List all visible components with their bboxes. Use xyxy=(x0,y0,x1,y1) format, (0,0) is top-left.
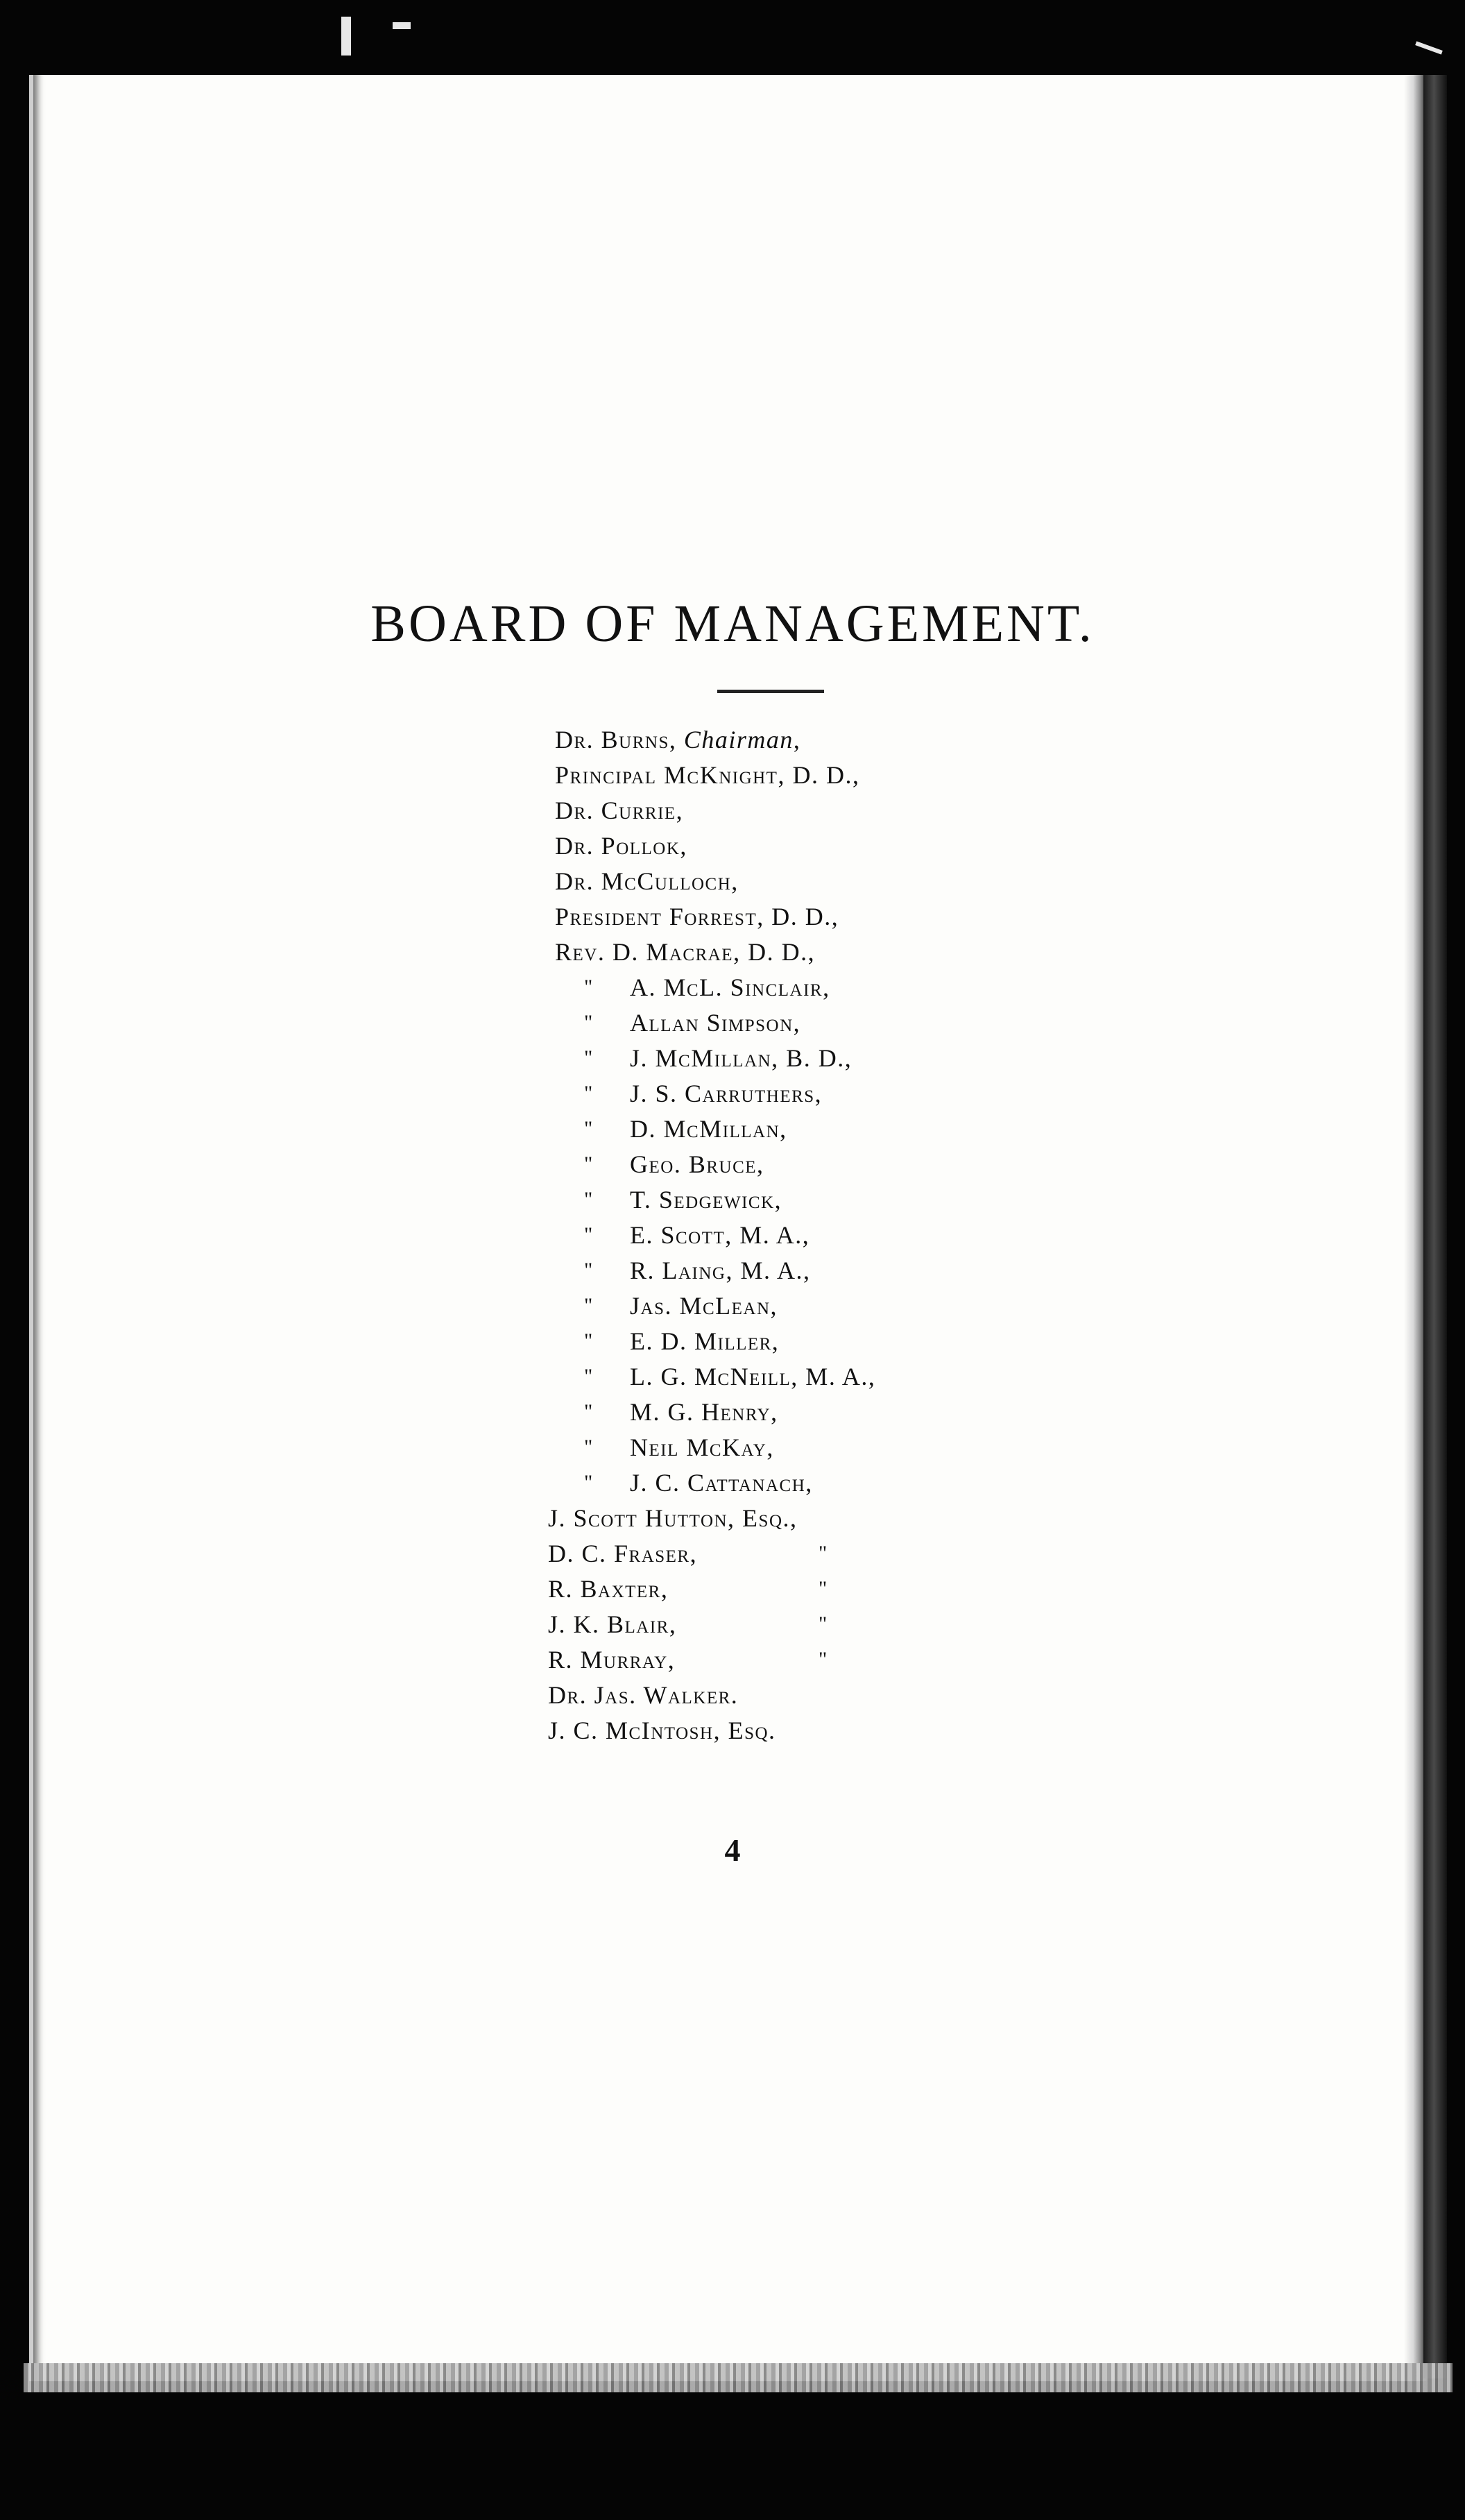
member-name: E. Scott, M. A., xyxy=(630,1221,810,1249)
ditto-mark: " xyxy=(584,1471,593,1494)
member-name: Dr. Currie, xyxy=(555,797,684,824)
member-name: Neil McKay, xyxy=(630,1433,774,1461)
ditto-mark: " xyxy=(819,1648,828,1671)
member-entry xyxy=(630,1075,822,1112)
ditto-mark: " xyxy=(584,1294,593,1317)
member-role: Chairman xyxy=(683,726,794,754)
member-entry xyxy=(555,757,859,793)
ditto-mark: " xyxy=(584,1436,593,1458)
member-entry xyxy=(630,1040,852,1076)
scan-artifact xyxy=(341,17,351,56)
page-title: BOARD OF MANAGEMENT. xyxy=(370,595,1095,653)
ditto-mark: " xyxy=(819,1577,828,1600)
ditto-mark: " xyxy=(584,1400,593,1423)
member-name: J. K. Blair, xyxy=(548,1610,677,1638)
ditto-mark: " xyxy=(584,1152,593,1175)
member-entry xyxy=(630,1146,764,1182)
member-name: Geo. Bruce, xyxy=(630,1150,764,1178)
member-name: J. C. Cattanach, xyxy=(630,1469,813,1497)
member-entry xyxy=(548,1712,776,1748)
scan-artifact xyxy=(393,22,411,29)
page-number: 4 xyxy=(724,1832,741,1868)
member-name: D. C. Fraser, xyxy=(548,1540,698,1567)
member-name: L. G. McNeill, M. A., xyxy=(630,1363,876,1390)
member-entry xyxy=(548,1642,675,1678)
member-entry xyxy=(555,828,687,864)
ditto-mark: " xyxy=(584,1046,593,1069)
member-name: M. G. Henry, xyxy=(630,1398,778,1426)
member-entry xyxy=(630,969,830,1005)
ditto-mark: " xyxy=(584,976,593,998)
member-entry xyxy=(555,899,839,935)
member-name: J. S. Carruthers, xyxy=(630,1080,823,1107)
member-entry xyxy=(630,1359,875,1395)
member-name: J. McMillan, B. D., xyxy=(630,1044,853,1072)
member-entry xyxy=(555,722,800,758)
ditto-mark: " xyxy=(819,1542,828,1565)
member-suffix: , xyxy=(793,726,801,754)
ditto-mark: " xyxy=(584,1082,593,1105)
member-name: Allan Simpson, xyxy=(630,1009,801,1037)
ditto-mark: " xyxy=(584,1259,593,1282)
member-name: E. D. Miller, xyxy=(630,1327,780,1355)
member-entry xyxy=(630,1394,778,1430)
member-name: T. Sedgewick, xyxy=(630,1186,782,1214)
member-name: A. McL. Sinclair, xyxy=(630,973,830,1001)
member-entry xyxy=(555,863,739,899)
member-name: J. Scott Hutton, Esq., xyxy=(548,1504,798,1532)
member-entry xyxy=(630,1182,782,1218)
member-name: R. Laing, M. A., xyxy=(630,1257,811,1284)
member-entry xyxy=(630,1323,779,1359)
member-name: Dr. McCulloch, xyxy=(555,867,739,895)
member-entry xyxy=(630,1429,774,1465)
member-name: R. Baxter, xyxy=(548,1575,669,1603)
member-name: Jas. McLean, xyxy=(630,1292,778,1320)
member-name: Rev. D. Macrae, D. D., xyxy=(555,938,816,966)
ditto-mark: " xyxy=(584,1011,593,1034)
member-name: President Forrest, D. D., xyxy=(555,903,839,930)
member-entry xyxy=(630,1111,787,1147)
member-entry xyxy=(630,1005,800,1041)
ditto-mark: " xyxy=(584,1365,593,1388)
member-entry xyxy=(548,1606,676,1642)
member-entry xyxy=(548,1500,798,1536)
member-entry xyxy=(555,934,815,970)
member-entry xyxy=(555,792,683,828)
member-name: Dr. Burns, xyxy=(555,726,684,754)
member-entry xyxy=(630,1252,811,1288)
member-entry xyxy=(548,1677,738,1713)
member-entry xyxy=(630,1465,813,1501)
member-name: R. Murray, xyxy=(548,1646,676,1674)
title-rule xyxy=(717,690,824,693)
ditto-mark: " xyxy=(584,1223,593,1246)
member-entry xyxy=(630,1288,778,1324)
ditto-mark: " xyxy=(819,1612,828,1635)
member-entry xyxy=(548,1571,668,1607)
member-name: J. C. McIntosh, Esq. xyxy=(548,1717,776,1744)
member-name: D. McMillan, xyxy=(630,1115,787,1143)
member-entry xyxy=(630,1217,809,1253)
page-bottom-edge xyxy=(24,2363,1453,2392)
member-entry xyxy=(548,1535,697,1572)
ditto-mark: " xyxy=(584,1329,593,1352)
member-name: Principal McKnight, D. D., xyxy=(555,761,860,789)
scan-artifact xyxy=(1415,41,1443,54)
ditto-mark: " xyxy=(584,1188,593,1211)
member-list xyxy=(0,722,1465,1762)
ditto-mark: " xyxy=(584,1117,593,1140)
member-name: Dr. Jas. Walker. xyxy=(548,1681,739,1709)
member-name: Dr. Pollok, xyxy=(555,832,687,860)
